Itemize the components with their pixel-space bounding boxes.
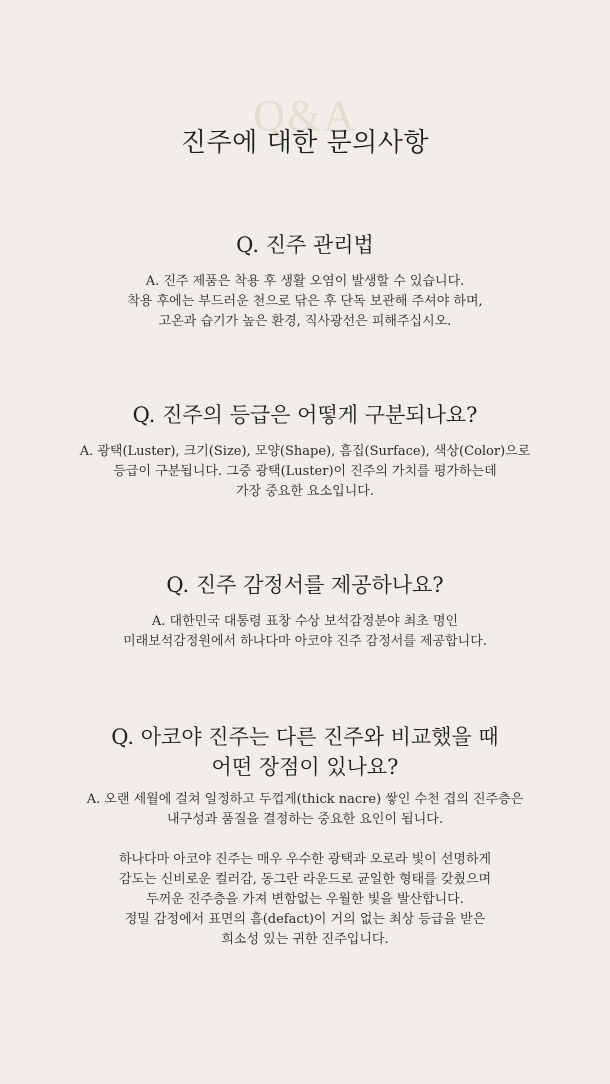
faq-answer-line: 등급이 구분됩니다. 그중 광택(Luster)이 진주의 가치를 평가하는데 [113,464,497,479]
faq-question [0,230,610,260]
faq-question-line: Q. 진주 관리법 [236,233,374,257]
faq-question [0,722,610,782]
faq-answer-line: 희소성 있는 귀한 진주입니다. [221,932,389,947]
faq-answer-line: A. 진주 제품은 착용 후 생활 오염이 발생할 수 있습니다. [145,274,465,289]
faq-item-grade [0,400,610,502]
faq-answer-line: 두꺼운 진주층을 가져 변함없는 우월한 빛을 발산합니다. [146,892,464,907]
faq-answer-line: 정밀 감정에서 표면의 흠(defact)이 거의 없는 최상 등급을 받은 [124,912,486,927]
faq-answer [0,612,610,652]
faq-answer-line: 내구성과 품질을 결정하는 중요한 요인이 됩니다. [167,812,443,827]
faq-question [0,400,610,430]
faq-item-akoya [0,722,610,950]
faq-item-care [0,230,610,332]
faq-item-certificate [0,570,610,652]
page-title: 진주에 대한 문의사항 [180,128,430,158]
faq-answer-line: A. 오랜 세월에 걸쳐 일정하고 두껍게(thick nacre) 쌓인 수천 겹의 진주층은 [86,792,524,807]
faq-question-line: Q. 진주 감정서를 제공하나요? [166,573,444,597]
faq-answer-line: 가장 중요한 요소입니다. [236,484,374,499]
faq-answer-line: 감도는 신비로운 컬러감, 동그란 라운드로 균일한 형태를 갖췄으며 [118,872,492,887]
faq-answer-line: 착용 후에는 부드러운 천으로 닦은 후 단독 보관해 주셔야 하며, [127,294,483,309]
faq-answer-line: 하나다마 아코야 진주는 매우 우수한 광택과 오로라 빛이 선명하게 [118,852,492,867]
faq-answer-detail [0,850,610,950]
faq-answer-line: A. 광택(Luster), 크기(Size), 모양(Shape), 흠집(Surface), 색상(Color)으로 [79,444,531,459]
faq-answer-line: 미래보석감정원에서 하나다마 아코야 진주 감정서를 제공합니다. [123,634,487,649]
faq-answer-line: A. 대한민국 대통령 표창 수상 보석감정분야 최초 명인 [151,614,459,629]
faq-question-line: Q. 진주의 등급은 어떻게 구분되나요? [132,403,478,427]
faq-answer [0,442,610,502]
faq-question [0,570,610,600]
faq-answer [0,790,610,830]
faq-answer [0,272,610,332]
qa-watermark: Q&A [253,91,357,140]
faq-question-line: 어떤 장점이 있나요? [211,755,399,779]
faq-answer-line: 고온과 습기가 높은 환경, 직사광선은 피해주십시오. [158,314,452,329]
faq-question-line: Q. 아코야 진주는 다른 진주와 비교했을 때 [111,725,499,749]
